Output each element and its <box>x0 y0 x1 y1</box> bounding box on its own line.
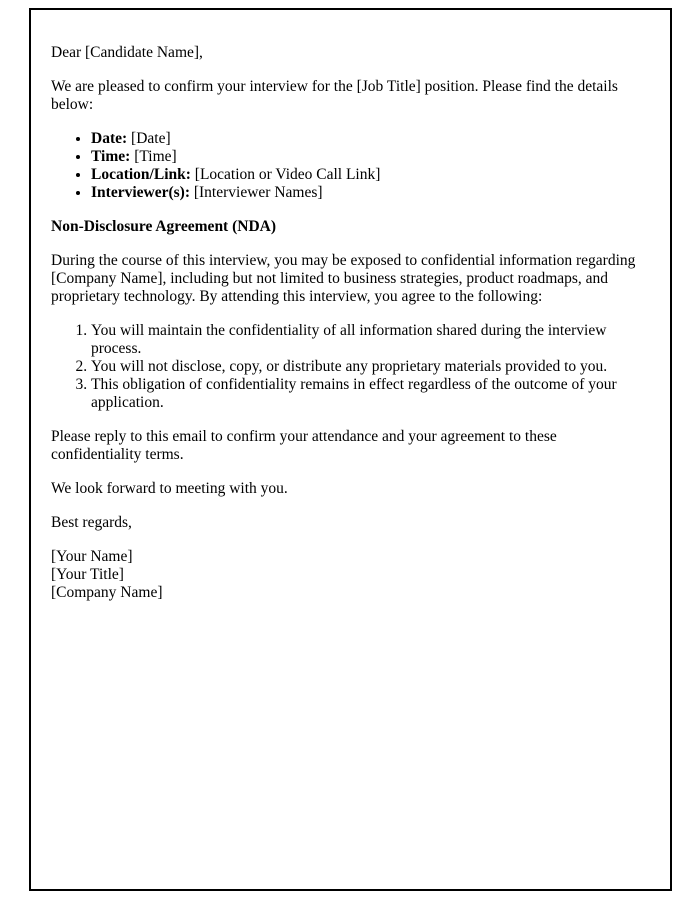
interview-details-list <box>51 130 650 202</box>
nda-terms-list <box>51 322 650 412</box>
detail-value: [Time] <box>130 148 177 165</box>
nda-heading: Non-Disclosure Agreement (NDA) <box>51 218 276 235</box>
salutation: Dear [Candidate Name], <box>51 44 203 61</box>
intro-paragraph: We are pleased to confirm your interview for the [Job Title] position. Please find the details below: <box>51 78 618 113</box>
detail-label: Interviewer(s): <box>91 184 190 201</box>
detail-value: [Interviewer Names] <box>189 184 323 201</box>
detail-item-date <box>91 130 650 148</box>
letter-page <box>29 8 672 891</box>
reply-request-paragraph: Please reply to this email to confirm your attendance and your agreement to these confidentiality terms. <box>51 428 557 463</box>
nda-intro-paragraph: During the course of this interview, you may be exposed to confidential information regarding [Company Name], including but not limited to business strategies, product roadmaps, and proprietary technology. By attending this interview, you agree to the following: <box>51 252 636 305</box>
detail-label: Date: <box>91 130 128 147</box>
detail-item-time <box>91 148 650 166</box>
signature-name: [Your Name] <box>51 548 133 565</box>
detail-label: Time: <box>91 148 131 165</box>
nda-term-item: 1. You will maintain the confidentiality of all information shared during the interview process. <box>91 322 650 358</box>
closing-paragraph: We look forward to meeting with you. <box>51 480 288 497</box>
signature-title: [Your Title] <box>51 566 124 583</box>
signature-company: [Company Name] <box>51 584 163 601</box>
nda-term-item: 3. This obligation of confidentiality remains in effect regardless of the outcome of your application. <box>91 376 650 412</box>
detail-item-location <box>91 166 650 184</box>
detail-value: [Location or Video Call Link] <box>190 166 381 183</box>
detail-value: [Date] <box>127 130 171 147</box>
nda-term-item: 2. You will not disclose, copy, or distribute any proprietary materials provided to you. <box>91 358 650 376</box>
signoff: Best regards, <box>51 514 132 531</box>
signature-block <box>51 548 650 602</box>
detail-label: Location/Link: <box>91 166 191 183</box>
detail-item-interviewers <box>91 184 650 202</box>
